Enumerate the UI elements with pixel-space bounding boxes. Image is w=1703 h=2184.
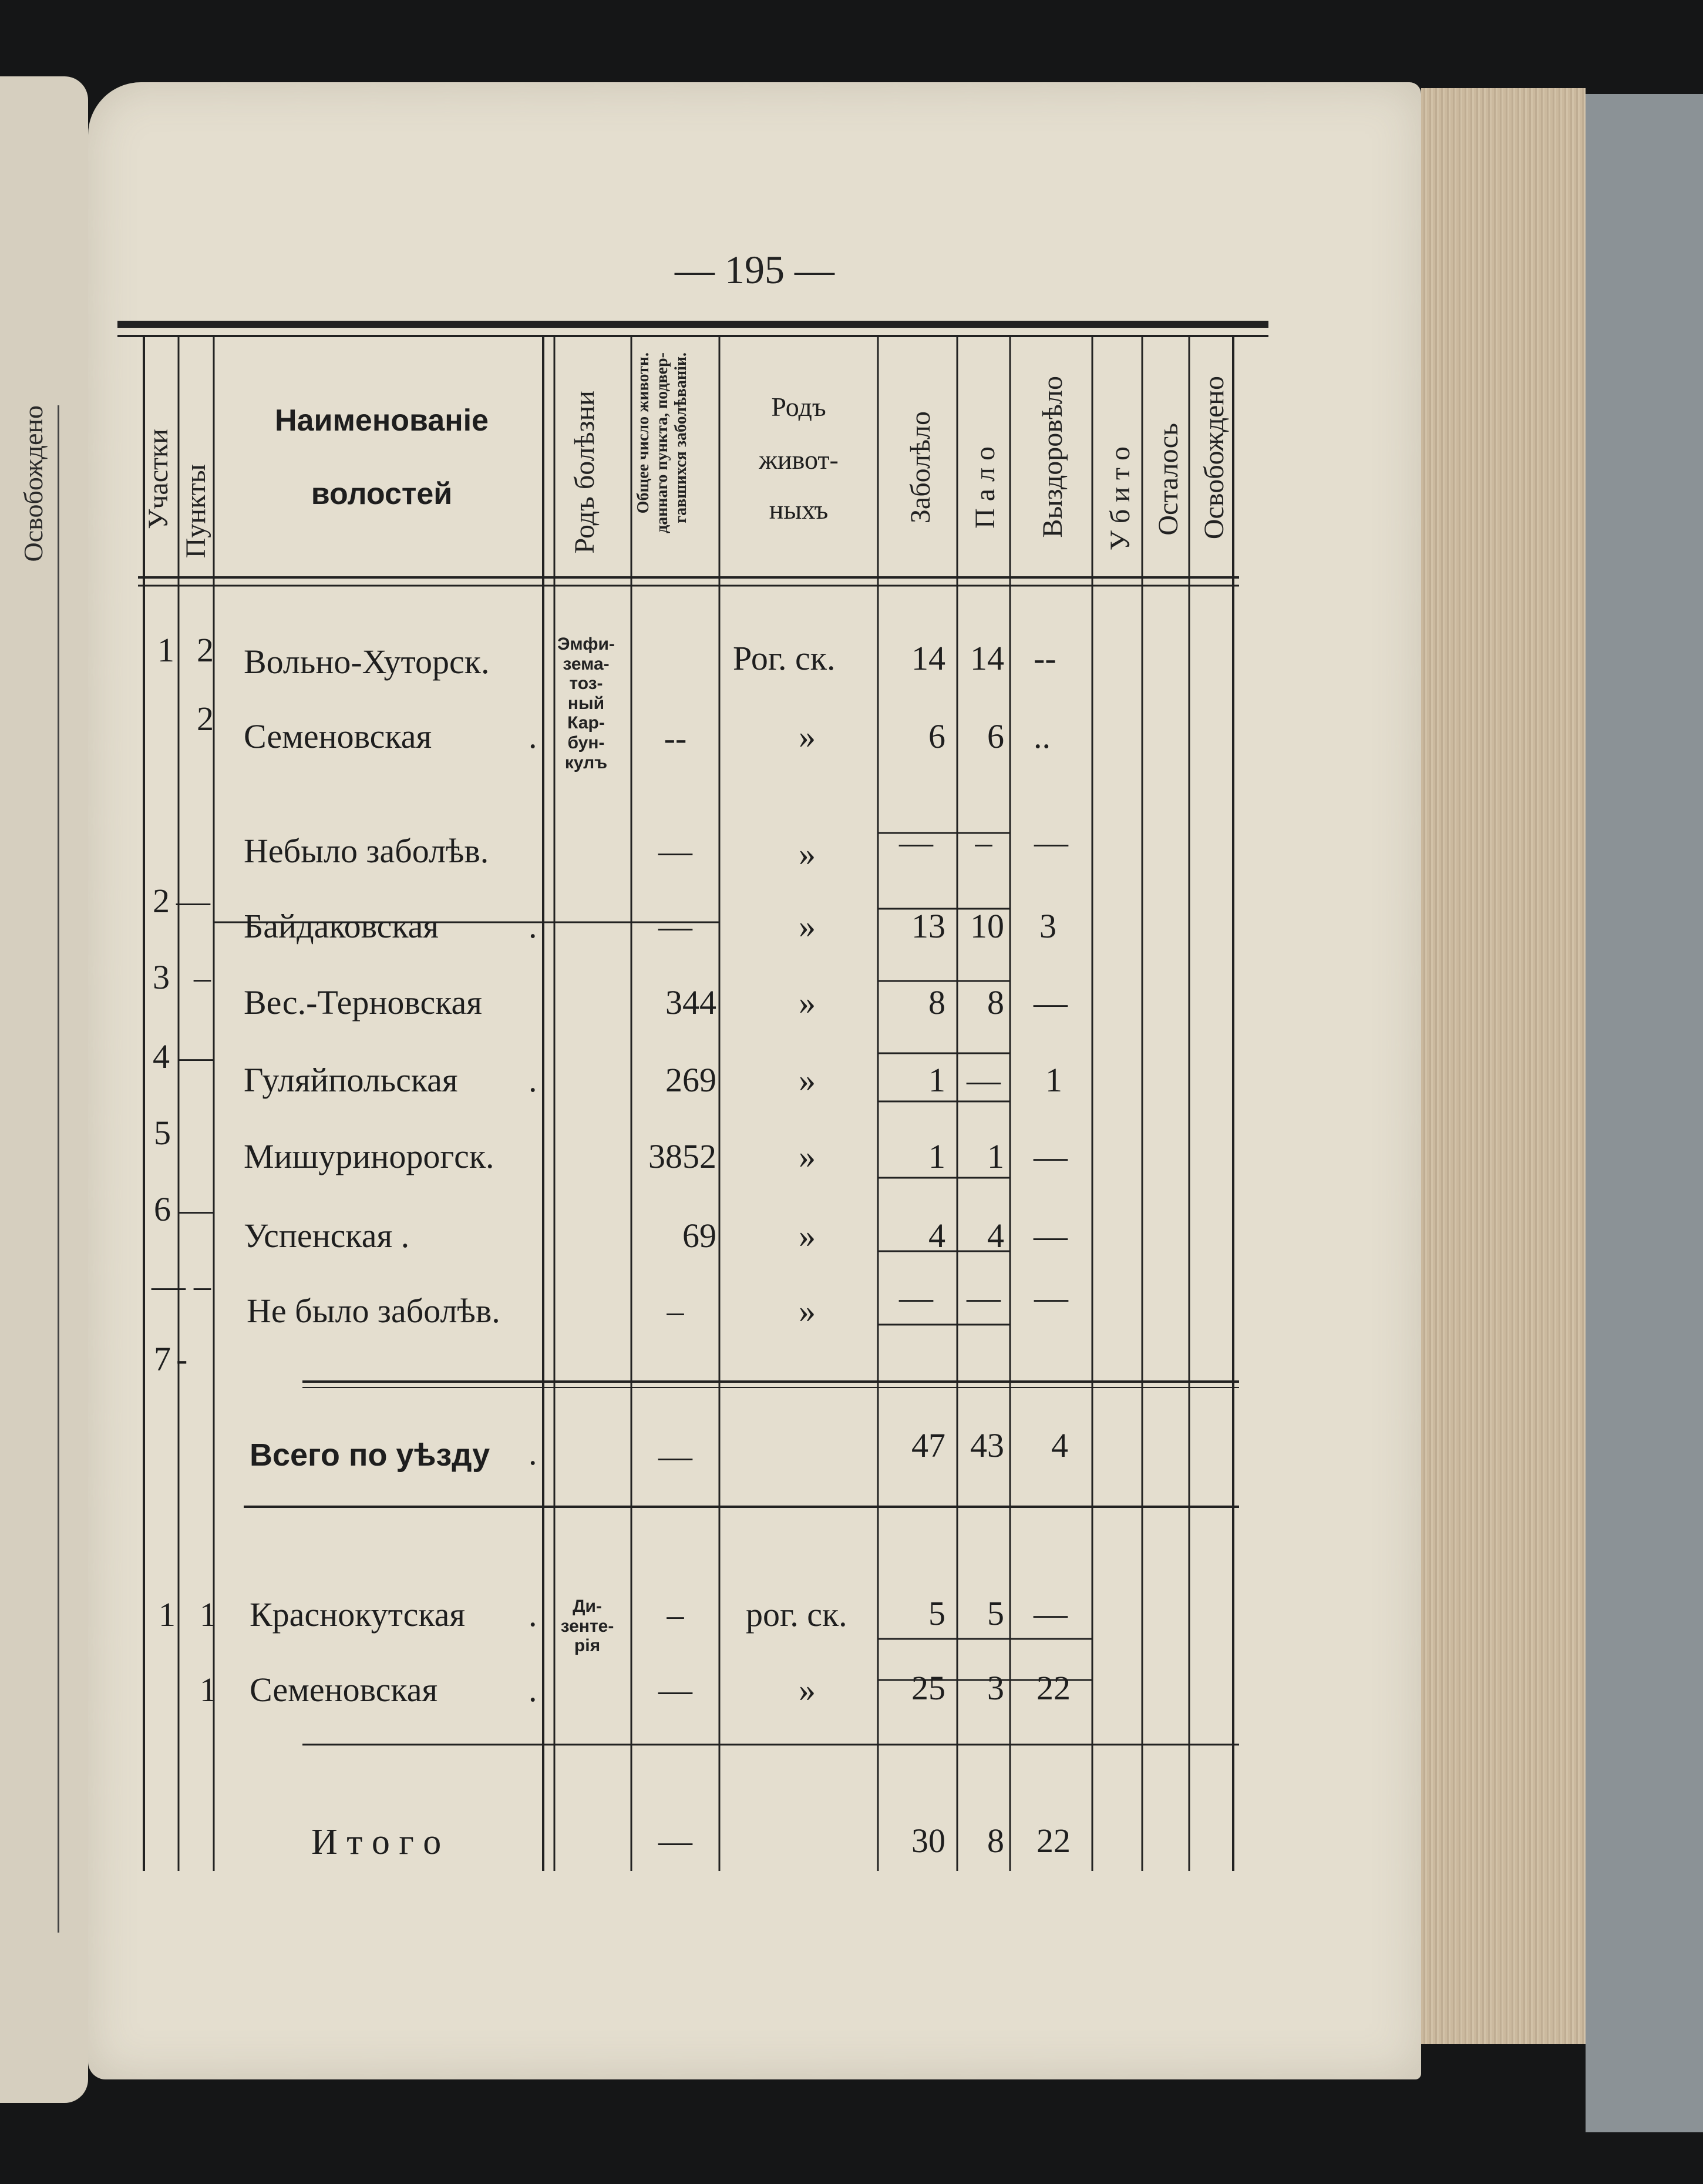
row-died: 14 bbox=[970, 639, 1004, 677]
row-died: 5 bbox=[987, 1594, 1004, 1632]
header-disease-kind: Родъ болѣзни bbox=[569, 391, 600, 554]
row-name: Семеновская bbox=[250, 1671, 438, 1709]
row-died: 4 bbox=[987, 1217, 1004, 1255]
total-label: И т о г о bbox=[311, 1822, 442, 1862]
total-recovered: 22 bbox=[1036, 1822, 1071, 1860]
header-remained: Осталось bbox=[1153, 423, 1184, 536]
row-total: -- bbox=[664, 719, 687, 757]
row-name: Семеновская bbox=[244, 717, 432, 755]
row-total: 269 bbox=[665, 1061, 716, 1099]
total-label: Всего по уѣзду bbox=[250, 1437, 490, 1473]
row-ill: 6 bbox=[928, 717, 945, 755]
page-number: — 195 — bbox=[675, 247, 834, 292]
row-name: Успенская . bbox=[244, 1217, 410, 1255]
row-uchastok: 3 bbox=[153, 958, 170, 996]
row-died: — bbox=[967, 1061, 1001, 1099]
row-punkt: – bbox=[194, 1266, 211, 1305]
row-animal: » bbox=[799, 1137, 816, 1175]
row-punkt: 2 bbox=[197, 700, 214, 738]
row-dot: . bbox=[529, 907, 537, 945]
row-name: Небыло заболѣв. bbox=[244, 832, 489, 870]
row-animal: » bbox=[799, 1217, 816, 1255]
row-recovered: 22 bbox=[1036, 1669, 1071, 1707]
header-animal-line1: Родъ bbox=[771, 392, 826, 422]
row-died: – bbox=[975, 823, 992, 861]
disease-label-emphysema: Эмфи- зема- тоз- ный Кар- бун- кулъ bbox=[557, 634, 615, 772]
row-animal: » bbox=[799, 717, 816, 755]
row-dot: . bbox=[529, 1061, 537, 1099]
row-total: – bbox=[667, 1292, 684, 1330]
header-died: П а л о bbox=[970, 446, 1001, 529]
row-uchastok: 1 bbox=[157, 631, 174, 669]
row-ill: 1 bbox=[928, 1137, 945, 1175]
row-uchastok: — bbox=[152, 1266, 186, 1305]
row-punkt: 1 bbox=[200, 1595, 217, 1634]
row-dot: . bbox=[529, 717, 537, 755]
row-died: 1 bbox=[987, 1137, 1004, 1175]
header-total-line3: гавшихся заболѣваніи. bbox=[672, 352, 690, 523]
row-total: – bbox=[667, 1595, 684, 1634]
row-ill: 4 bbox=[928, 1217, 945, 1255]
total-dot: . bbox=[529, 1434, 537, 1472]
row-punkt: – bbox=[194, 958, 211, 996]
row-recovered: — bbox=[1034, 1278, 1068, 1316]
header-total-line2: даннаго пункта, подвер- bbox=[653, 352, 671, 533]
row-animal: рог. ск. bbox=[746, 1595, 847, 1634]
header-name-line1: Наименованіе bbox=[275, 404, 489, 438]
row-died: — bbox=[967, 1278, 1001, 1316]
row-recovered: — bbox=[1034, 1594, 1068, 1632]
row-died: 3 bbox=[987, 1669, 1004, 1707]
row-died: 8 bbox=[987, 983, 1004, 1022]
disease-label-dysentery: Ди- зенте- рія bbox=[560, 1597, 614, 1656]
row-recovered: 3 bbox=[1039, 907, 1056, 945]
row-recovered: — bbox=[1034, 823, 1068, 861]
row-ill: — bbox=[899, 1278, 933, 1316]
row-ill: 5 bbox=[928, 1594, 945, 1632]
row-animal: » bbox=[799, 835, 816, 873]
row-punkt: 2 bbox=[197, 631, 214, 669]
row-ill: 25 bbox=[911, 1669, 945, 1707]
row-recovered: -- bbox=[1034, 639, 1056, 677]
row-punkt: 1 bbox=[200, 1671, 217, 1709]
row-total: — bbox=[658, 907, 692, 945]
row-animal: Рог. ск. bbox=[733, 639, 836, 677]
header-uchastki: Участки bbox=[143, 429, 174, 529]
row-recovered: 1 bbox=[1045, 1061, 1062, 1099]
total-died: 43 bbox=[970, 1426, 1004, 1464]
row-ill: 8 bbox=[928, 983, 945, 1022]
header-killed: У б и т о bbox=[1105, 446, 1136, 551]
row-recovered: .. bbox=[1034, 717, 1051, 755]
row-name: Вес.-Терновская bbox=[244, 983, 482, 1022]
left-page-header: Освобождено bbox=[18, 405, 48, 562]
row-recovered: — bbox=[1034, 1137, 1068, 1175]
row-ill: 14 bbox=[911, 639, 945, 677]
total-ill: 30 bbox=[911, 1822, 945, 1860]
header-released: Освобождено bbox=[1199, 376, 1230, 540]
row-recovered: — bbox=[1034, 1217, 1068, 1255]
row-animal: » bbox=[799, 1292, 816, 1330]
header-punkty: Пункты bbox=[180, 464, 211, 559]
row-animal: » bbox=[799, 907, 816, 945]
total-total: — bbox=[658, 1822, 692, 1860]
header-recovered: Выздоровѣло bbox=[1037, 376, 1068, 538]
row-dot: . bbox=[529, 1595, 537, 1634]
row-uchastok: 5 bbox=[154, 1114, 171, 1152]
row-uchastok: 7 bbox=[154, 1340, 171, 1378]
row-recovered: — bbox=[1034, 983, 1068, 1022]
row-ill: — bbox=[899, 823, 933, 861]
row-total: — bbox=[658, 832, 692, 870]
row-punkt: — bbox=[179, 1190, 213, 1228]
row-punkt: — bbox=[176, 882, 210, 920]
header-fell-ill: Заболѣло bbox=[905, 411, 936, 524]
header-name-line2: волостей bbox=[311, 477, 453, 511]
header-animal-line2: живот- bbox=[759, 445, 839, 475]
header-total-line1: Общее число животн. bbox=[634, 352, 652, 514]
row-animal: » bbox=[799, 1671, 816, 1709]
row-punkt: - bbox=[176, 1340, 188, 1378]
row-died: 10 bbox=[970, 907, 1004, 945]
row-name: Вольно-Хуторск. bbox=[244, 643, 490, 681]
row-animal: » bbox=[799, 983, 816, 1022]
row-punkt: — bbox=[179, 1037, 213, 1076]
row-died: 6 bbox=[987, 717, 1004, 755]
total-died: 8 bbox=[987, 1822, 1004, 1860]
row-total: 69 bbox=[682, 1217, 716, 1255]
total-recovered: 4 bbox=[1051, 1426, 1068, 1464]
row-ill: 1 bbox=[928, 1061, 945, 1099]
row-uchastok: 2 bbox=[153, 882, 170, 920]
row-uchastok: 4 bbox=[153, 1037, 170, 1076]
row-total: 344 bbox=[665, 983, 716, 1022]
row-name: Мишуринорогск. bbox=[244, 1137, 494, 1175]
row-name: Не было заболѣв. bbox=[247, 1292, 500, 1330]
row-uchastok: 1 bbox=[159, 1595, 176, 1634]
row-ill: 13 bbox=[911, 907, 945, 945]
row-dot: . bbox=[529, 1671, 537, 1709]
row-name: Байдаковская bbox=[244, 907, 439, 945]
row-animal: » bbox=[799, 1061, 816, 1099]
total-ill: 47 bbox=[911, 1426, 945, 1464]
total-total: — bbox=[658, 1437, 692, 1475]
row-name: Краснокутская bbox=[250, 1595, 466, 1634]
row-total: — bbox=[658, 1671, 692, 1709]
header-animal-line3: ныхъ bbox=[769, 495, 829, 525]
row-total: 3852 bbox=[648, 1137, 716, 1175]
row-name: Гуляйпольская bbox=[244, 1061, 458, 1099]
row-uchastok: 6 bbox=[154, 1190, 171, 1228]
